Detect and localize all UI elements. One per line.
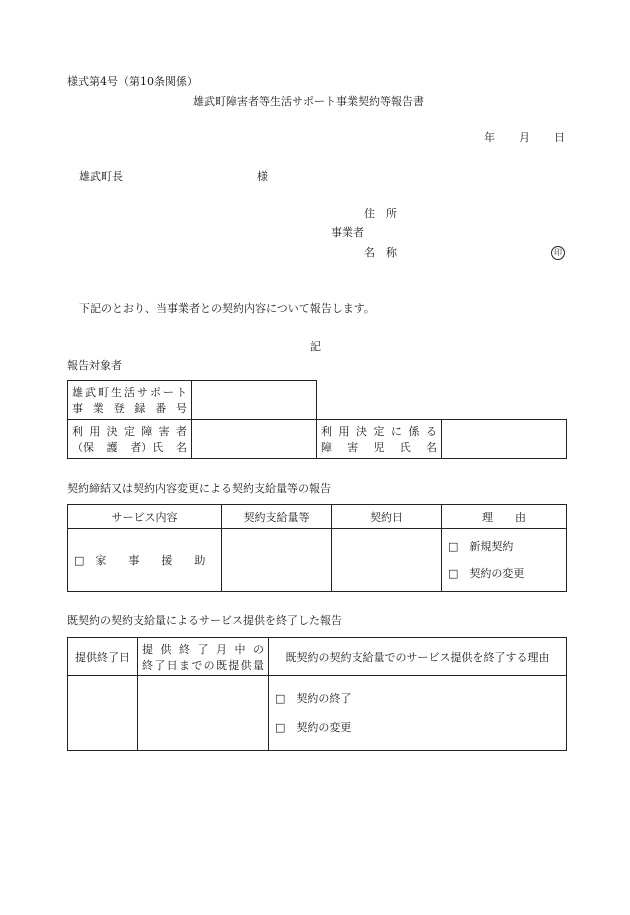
reason-new-contract-checkbox[interactable]: □ 新規契約 xyxy=(448,539,514,553)
applicant-name-label: 名 称 xyxy=(364,246,397,259)
child-name-field[interactable] xyxy=(442,420,567,459)
user-name-field[interactable] xyxy=(192,420,317,459)
applicant-business-label: 事業者 xyxy=(331,226,364,239)
contract-report-table xyxy=(67,504,567,592)
contract-date-field[interactable] xyxy=(332,529,442,592)
seal-icon: 印 xyxy=(551,246,565,260)
date-month: 月 xyxy=(519,131,530,144)
addressee-name: 雄武町長 xyxy=(79,170,123,183)
header-reason: 理 由 xyxy=(442,505,567,529)
service-housework-checkbox[interactable]: □ 家 事 援 助 xyxy=(68,529,222,592)
section2-title: 契約締結又は契約内容変更による契約支給量等の報告 xyxy=(67,482,331,495)
section1-title: 報告対象者 xyxy=(67,359,122,372)
header-termination-reason: 既契約の契約支給量でのサービス提供を終了する理由 xyxy=(269,638,567,676)
date-day: 日 xyxy=(554,131,565,144)
target-person-table xyxy=(67,380,567,459)
header-provided-amount: 提供終了月中の 終了日までの既提供量 xyxy=(138,638,269,676)
form-number: 様式第4号（第10条関係） xyxy=(67,75,198,88)
section3-title: 既契約の契約支給量によるサービス提供を終了した報告 xyxy=(67,614,342,627)
document-title: 雄武町障害者等生活サポート事業契約等報告書 xyxy=(193,95,424,108)
intro-text: 下記のとおり、当事業者との契約内容について報告します。 xyxy=(79,302,375,315)
reason-contract-end-checkbox[interactable]: □ 契約の終了 xyxy=(275,691,352,705)
registration-number-label: 雄武町生活サポート 事業登録番号 xyxy=(68,381,192,420)
reason-contract-change-checkbox-2[interactable]: □ 契約の変更 xyxy=(275,721,352,734)
reason-contract-change-checkbox[interactable]: □ 契約の変更 xyxy=(448,567,525,580)
header-service: サービス内容 xyxy=(68,505,222,529)
child-name-label: 利用決定に係る 障害児氏名 xyxy=(317,420,442,459)
blank-cell xyxy=(442,381,567,420)
date-year: 年 xyxy=(484,131,495,144)
header-contract-date: 契約日 xyxy=(332,505,442,529)
end-date-field[interactable] xyxy=(68,676,138,751)
user-name-label: 利用決定障害者 （保 護 者）氏 名 xyxy=(68,420,192,459)
header-amount: 契約支給量等 xyxy=(222,505,332,529)
ki-heading: 記 xyxy=(310,340,321,353)
termination-report-table xyxy=(67,637,567,751)
provided-amount-field[interactable] xyxy=(138,676,269,751)
addressee-honorific: 様 xyxy=(257,170,268,183)
amount-field[interactable] xyxy=(222,529,332,592)
applicant-address-label: 住 所 xyxy=(364,207,397,220)
header-end-date: 提供終了日 xyxy=(68,638,138,676)
blank-cell xyxy=(317,381,442,420)
registration-number-field[interactable] xyxy=(192,381,317,420)
